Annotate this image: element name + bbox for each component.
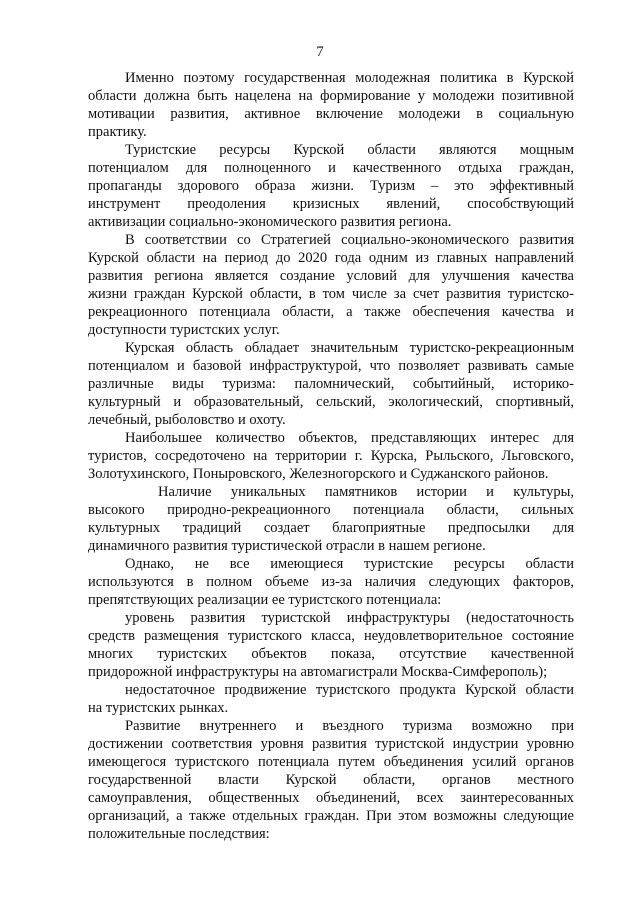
- text-line: препятствующих реализации ее туристского потенциала:: [88, 592, 442, 608]
- text-line: Развитие внутреннего и въездного туризма возможно при: [125, 718, 574, 734]
- text-line: многих туристских объектов показа, отсутствие качественной: [88, 646, 574, 662]
- text-line: Туристские ресурсы Курской области являются мощным: [125, 142, 574, 158]
- text-line: Золотухинского, Поныровского, Железногорского и Суджанского районов.: [88, 466, 549, 482]
- text-line: имеющегося туристского потенциала путем объединения усилий органов: [88, 754, 574, 770]
- text-line: высокого природно-рекреационного потенциала области, сильных: [88, 502, 574, 518]
- text-line: придорожной инфраструктуры на автомагистрали Москва-Симферополь);: [88, 664, 548, 680]
- text-line: туристов, сосредоточено на территории г. Курска, Рыльского, Льговского,: [88, 448, 574, 464]
- document-body: [88, 69, 574, 843]
- paragraph: [88, 429, 574, 483]
- text-line: Однако, не все имеющиеся туристские ресурсы области: [125, 556, 574, 572]
- text-line: государственной власти Курской области, органов местного: [88, 772, 574, 788]
- text-line: области должна быть нацелена на формирование у молодежи позитивной: [88, 88, 574, 104]
- text-line: на туристских рынках.: [88, 700, 229, 716]
- text-line: самоуправления, общественных объединений, всех заинтересованных: [88, 790, 574, 806]
- text-line: культурных традиций создает благоприятные предпосылки для: [88, 520, 574, 536]
- text-line: В соответствии со Стратегией социально-экономического развития: [125, 232, 574, 248]
- paragraph: [88, 609, 574, 681]
- paragraph: [88, 69, 574, 141]
- text-line: уровень развития туристской инфраструктуры (недостаточность: [125, 610, 574, 626]
- text-line: недостаточное продвижение туристского продукта Курской области: [125, 682, 574, 698]
- text-line: средств размещения туристского класса, неудовлетворительное состояние: [88, 628, 574, 644]
- text-line: Именно поэтому государственная молодежная политика в Курской: [125, 70, 574, 86]
- text-line: рекреационного потенциала области, а также обеспечения качества и: [88, 304, 574, 320]
- text-line: различные виды туризма: паломнический, событийный, историко-: [88, 376, 574, 392]
- text-line: доступности туристских услуг.: [88, 322, 280, 338]
- text-line: Курская область обладает значительным туристско-рекреационным: [125, 340, 574, 356]
- text-line: Наибольшее количество объектов, представляющих интерес для: [125, 430, 574, 446]
- text-line: положительные последствия:: [88, 826, 270, 842]
- text-line: лечебный, рыболовство и охоту.: [88, 412, 286, 428]
- page-number: 7: [316, 44, 324, 60]
- text-line: развития региона является создание условий для улучшения качества: [88, 268, 574, 284]
- paragraph: [88, 141, 574, 231]
- text-line: пропаганды здорового образа жизни. Туризм – это эффективный: [88, 178, 574, 194]
- paragraph: [88, 555, 574, 609]
- text-line: потенциалом и базовой инфраструктурой, что позволяет развивать самые: [88, 358, 574, 374]
- text-line: мотивации развития, активное включение молодежи в социальную: [88, 106, 574, 122]
- text-line: используются в полном объеме из-за наличия следующих факторов,: [88, 574, 574, 590]
- text-line: потенциалом для полноценного и качественного отдыха граждан,: [88, 160, 574, 176]
- text-line: Наличие уникальных памятников истории и культуры,: [158, 484, 574, 500]
- text-line: Курской области на период до 2020 года одним из главных направлений: [88, 250, 574, 266]
- text-line: жизни граждан Курской области, в том числе за счет развития туристско-: [88, 286, 574, 302]
- text-line: практику.: [88, 124, 147, 140]
- paragraph: [88, 483, 574, 555]
- paragraph: [88, 231, 574, 339]
- paragraph: [88, 681, 574, 717]
- text-line: культурный и образовательный, сельский, экологический, спортивный,: [88, 394, 574, 410]
- paragraph: [88, 339, 574, 429]
- text-line: динамичного развития туристической отрасли в нашем регионе.: [88, 538, 486, 554]
- paragraph: [88, 717, 574, 843]
- text-line: активизации социально-экономического развития региона.: [88, 214, 452, 230]
- text-line: организаций, а также отдельных граждан. При этом возможны следующие: [88, 808, 574, 824]
- text-line: достижении соответствия уровня развития туристской индустрии уровню: [88, 736, 574, 752]
- text-line: инструмент преодоления кризисных явлений, способствующий: [88, 196, 574, 212]
